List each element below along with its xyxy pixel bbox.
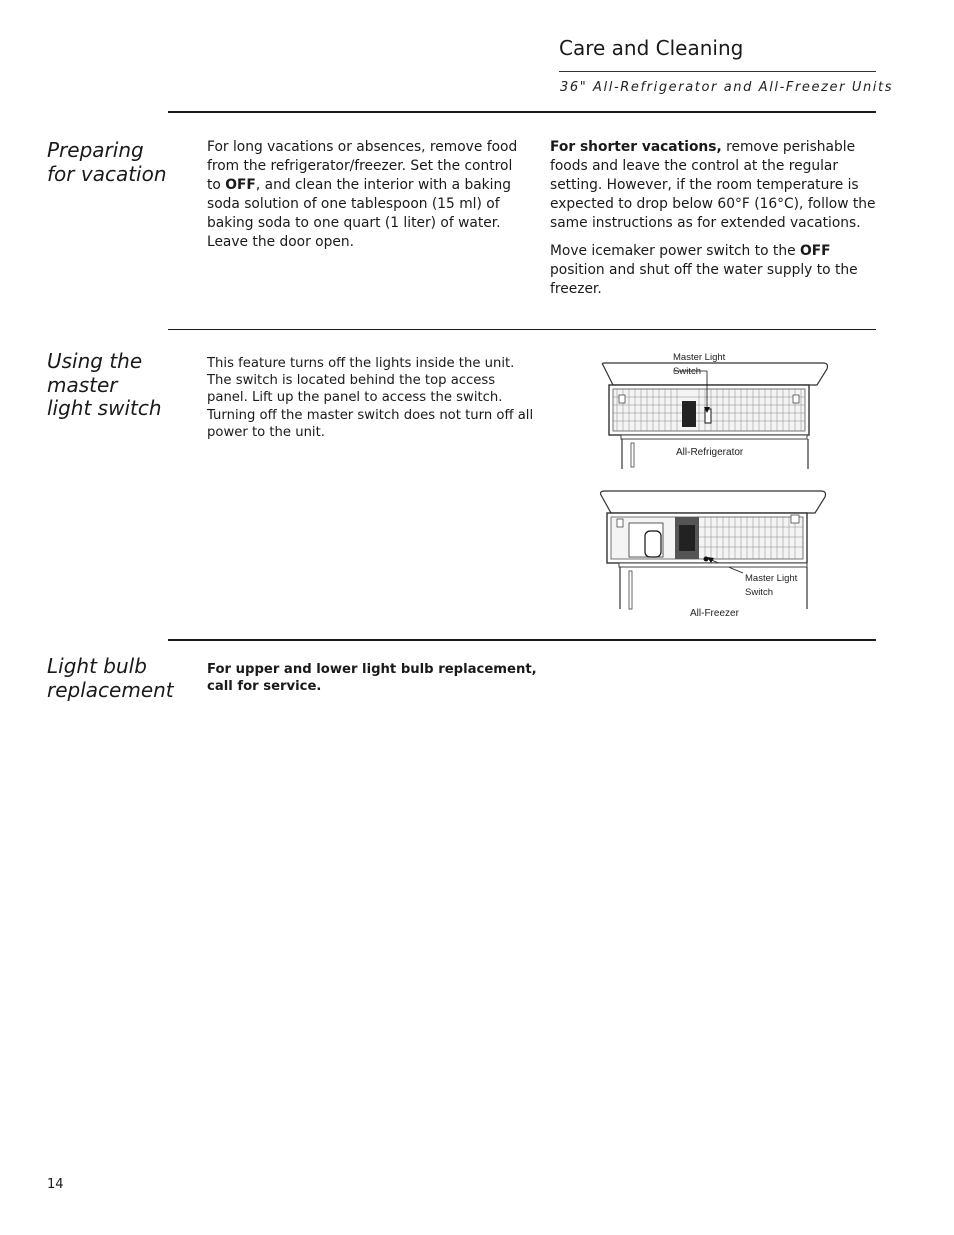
vacation-left-text bbox=[207, 138, 525, 252]
diagram-caption: All-Freezer bbox=[690, 608, 739, 619]
section-title-line: light switch bbox=[47, 396, 162, 420]
section-title-line: Preparing bbox=[47, 138, 144, 162]
section-title-line: Light bulb bbox=[47, 654, 147, 678]
icemaker-instruction: Move icemaker power switch to the bbox=[550, 243, 800, 259]
diagram-caption: All-Refrigerator bbox=[676, 447, 744, 458]
icemaker-instruction-rest: position and shut off the water supply to the freezer. bbox=[550, 262, 858, 297]
bulb-text-line: For upper and lower light bulb replacement, bbox=[207, 662, 537, 677]
refrigerator-diagram bbox=[595, 345, 835, 473]
master-switch-paragraph: This feature turns off the lights inside the unit. The switch is located behind the top access panel. Lift up the panel to access the switch. Turning off the master switch does not turn off all power to the unit. bbox=[207, 356, 534, 440]
vacation-left-part: , and clean the interior with a baking soda solution of one tablespoon (15 ml) of baking soda to one quart (1 liter) of water. Leave the door open. bbox=[207, 177, 511, 250]
freezer-top-panel bbox=[601, 491, 826, 513]
freezer-diagram bbox=[595, 485, 835, 625]
section-divider-bulb bbox=[168, 639, 876, 641]
page-header-title: Care and Cleaning bbox=[559, 36, 744, 60]
master-switch-text bbox=[207, 355, 535, 441]
callout-label-line1: Master Light bbox=[745, 573, 798, 584]
section-divider-master-switch bbox=[168, 329, 876, 330]
section-title-line: for vacation bbox=[47, 161, 167, 186]
section-title-line: master bbox=[47, 372, 118, 397]
refrigerator-top-panel bbox=[602, 363, 827, 385]
page-header-subtitle: 36" All-Refrigerator and All-Freezer Units bbox=[560, 80, 894, 95]
section-title-master-switch bbox=[47, 350, 172, 421]
bulb-text-line: call for service. bbox=[207, 679, 322, 695]
section-title-line: Using the bbox=[47, 349, 143, 373]
callout-label-line1: Master Light bbox=[673, 352, 726, 363]
section-title-bulb bbox=[47, 655, 177, 702]
vacation-right-text bbox=[550, 138, 876, 299]
freezer-body bbox=[619, 563, 807, 609]
callout-label-line2: Switch bbox=[673, 366, 701, 377]
section-title-line: replacement bbox=[47, 677, 174, 702]
off-label: OFF bbox=[799, 243, 831, 259]
page-number: 14 bbox=[47, 1177, 64, 1192]
freezer-grille bbox=[607, 513, 807, 563]
bulb-text bbox=[207, 661, 537, 695]
section-divider-vacation bbox=[168, 111, 876, 113]
shorter-vacations-label: For shorter vacations, bbox=[550, 139, 722, 155]
callout-label-line2: Switch bbox=[745, 587, 773, 598]
master-light-switch-marker bbox=[705, 409, 711, 423]
header-divider bbox=[559, 71, 876, 72]
vacation-left-part: For long vacations or absences, remove food from the refrigerator/freezer. Set the control to bbox=[207, 139, 518, 193]
vacation-right-part: remove perishable foods and leave the control at the regular setting. However, if the room temperature is expected to drop below 60°F (16°C), follow the same instructions as for extended vacations. bbox=[550, 139, 876, 231]
off-label: OFF bbox=[225, 177, 256, 193]
section-title-vacation bbox=[47, 139, 172, 186]
